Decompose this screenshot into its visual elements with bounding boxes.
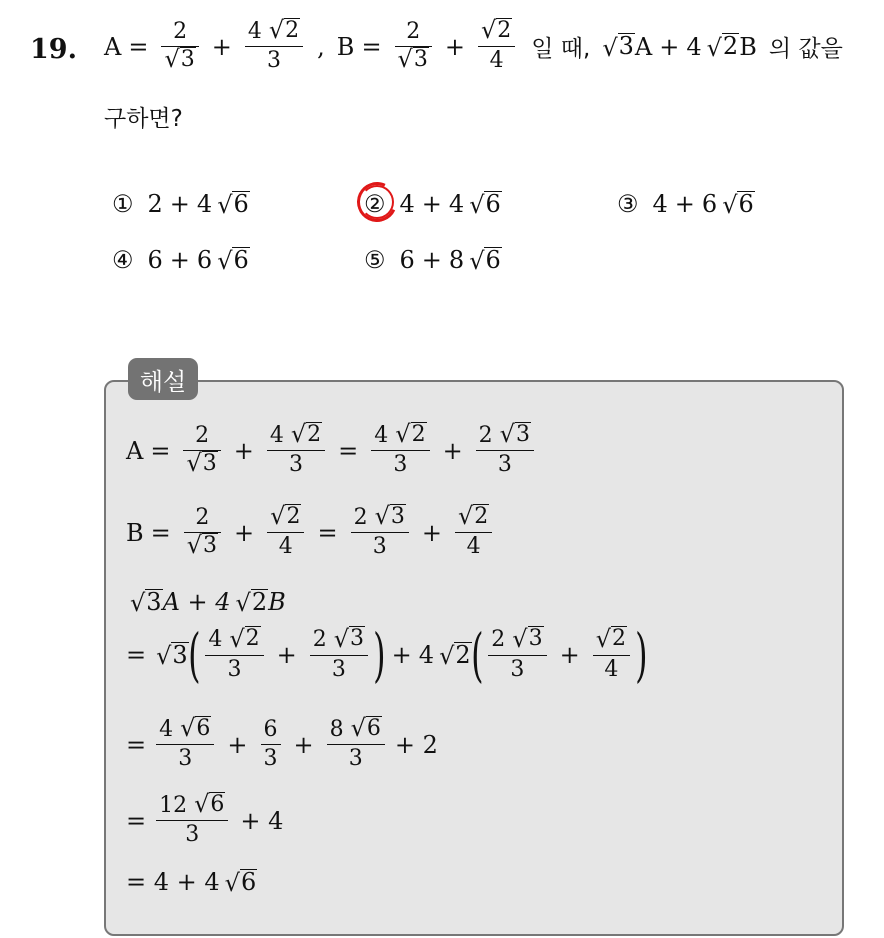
choice-coef: 6	[701, 190, 718, 218]
radicand: 2	[251, 587, 268, 616]
coefficient: 4	[269, 423, 284, 449]
plus-sign: +	[233, 436, 254, 465]
fraction: √ 2 4	[593, 626, 630, 683]
sqrt3: √ 3	[156, 640, 188, 671]
sqrt2: √ 2	[706, 32, 739, 62]
denominator: 3	[227, 656, 242, 682]
plus-sign: +	[559, 641, 580, 669]
fraction: 2 √ 3 3	[310, 626, 368, 683]
choice-coef: 8	[448, 246, 465, 274]
choice-term: 6	[147, 246, 163, 274]
radicand: 3	[203, 533, 218, 558]
coefficient: 2	[312, 627, 327, 653]
choice-term: 4	[399, 190, 415, 218]
radicand: 3	[180, 47, 195, 72]
radicand: 6	[233, 189, 249, 218]
coefficient: 4	[159, 717, 174, 743]
plus-sign: +	[421, 190, 442, 218]
denominator: 4	[278, 534, 293, 560]
coefficient: 2	[353, 505, 368, 531]
fraction: √ 2 4	[478, 18, 515, 75]
value-of-text: 의 값을	[768, 36, 843, 63]
solution-line-5	[126, 716, 438, 773]
coefficient: 4	[208, 627, 223, 653]
fraction: √ 2 4	[455, 504, 492, 561]
coefficient: 12	[159, 793, 188, 819]
radicand: 6	[485, 189, 501, 218]
radicand: 6	[196, 716, 211, 741]
coefficient: 4	[247, 19, 262, 45]
answer-mark-circle-inner	[360, 185, 394, 219]
var-a: A	[634, 32, 653, 61]
plus-sign: +	[674, 190, 695, 218]
coefficient: 4	[418, 641, 435, 669]
comma: ,	[317, 32, 325, 61]
denominator: 3	[185, 822, 200, 848]
radicand: 3	[172, 640, 188, 669]
radicand: 2	[722, 32, 739, 61]
radicand: 2	[286, 504, 301, 529]
fraction: 2 √ 3 3	[488, 626, 546, 683]
fraction: 4 √ 2 3	[245, 18, 303, 75]
choice-coef: 4	[196, 190, 213, 218]
numerator: 2	[406, 19, 421, 44]
plus-sign: +	[276, 641, 297, 669]
solution-line-2	[126, 504, 498, 561]
plus-sign: +	[442, 436, 463, 465]
plus-sign: +	[227, 730, 248, 759]
choice-number: ③	[617, 190, 639, 218]
solution-line-3	[130, 588, 286, 616]
radicand: 6	[233, 245, 249, 274]
sqrt6: √ 6	[217, 245, 249, 276]
sqrt6: √ 6	[722, 189, 754, 220]
coefficient: 4	[686, 32, 702, 61]
expression: + 4	[240, 806, 284, 835]
left-paren: (	[470, 621, 484, 689]
sqrt6: √ 6	[224, 867, 257, 898]
solution-label: 해설	[128, 358, 198, 400]
final-answer: = 4 + 4	[126, 868, 220, 896]
radicand: 2	[285, 18, 300, 43]
choice-term: 6	[399, 246, 415, 274]
var-b: B	[268, 588, 286, 616]
plus-sign: +	[421, 246, 442, 274]
radicand: 6	[366, 716, 381, 741]
radicand: 2	[455, 640, 471, 669]
solution-line-7	[126, 868, 257, 896]
var-b: B	[336, 32, 355, 61]
choice-number: ④	[112, 246, 134, 274]
radicand: 3	[413, 47, 428, 72]
fraction: 2 √ 3	[184, 504, 221, 561]
radicand: 3	[515, 422, 530, 447]
choice-number: ①	[112, 190, 134, 218]
question-number: 19.	[30, 34, 77, 65]
expression: A + 4	[162, 588, 231, 616]
equals-sign: =	[126, 641, 147, 669]
solution-line-4	[126, 621, 648, 689]
equals-sign: =	[128, 32, 149, 61]
fraction: 2 √ 3 3	[476, 422, 534, 479]
fraction: 2 √ 3	[395, 18, 432, 75]
denominator: 4	[604, 656, 619, 682]
fraction: 12 √ 6 3	[156, 792, 228, 849]
when-text: 일 때,	[531, 36, 591, 63]
radicand: 3	[350, 626, 365, 652]
radicand: 3	[528, 626, 543, 652]
coefficient: 2	[478, 423, 493, 449]
denominator: 3	[267, 48, 281, 74]
fraction: 4 √ 2 3	[267, 422, 325, 479]
fraction: 2 √ 3	[183, 422, 220, 479]
choice-number: ⑤	[364, 246, 386, 274]
choice-coef: 4	[448, 190, 465, 218]
right-paren: )	[635, 621, 648, 689]
fraction	[261, 716, 281, 773]
radicand: 2	[307, 422, 322, 447]
fraction: 4 √ 6 3	[156, 716, 214, 773]
expression: + 2	[394, 730, 438, 759]
coefficient: 2	[491, 627, 506, 653]
plus-sign: +	[421, 518, 442, 547]
left-paren: (	[187, 621, 201, 689]
sqrt3: √ 3	[602, 32, 634, 62]
choice-term: 4	[652, 190, 668, 218]
radicand: 2	[245, 626, 260, 652]
plus-sign: +	[659, 32, 680, 61]
radicand: 3	[390, 504, 405, 529]
choice-number: ②	[364, 190, 386, 218]
radicand: 2	[411, 422, 426, 447]
var-a: A	[126, 436, 144, 465]
numerator: 6	[263, 717, 278, 743]
radicand: 2	[497, 18, 512, 43]
equals-sign: =	[338, 436, 359, 465]
right-paren: )	[373, 621, 386, 689]
choice-term: 2	[147, 190, 163, 218]
plus-sign: +	[391, 641, 412, 669]
fraction: 2 √ 3 3	[351, 504, 409, 561]
denominator: 3	[372, 534, 387, 560]
choice-4[interactable]	[112, 246, 250, 274]
denominator: 4	[489, 48, 504, 74]
question-line-2: 구하면?	[104, 106, 183, 132]
sqrt6: √ 6	[217, 189, 249, 220]
fraction: 4 √ 2 3	[371, 422, 429, 479]
equals-sign: =	[126, 806, 147, 835]
radicand: 2	[611, 626, 626, 652]
var-b: B	[739, 32, 757, 61]
choice-5[interactable]	[364, 246, 502, 274]
plus-sign: +	[444, 32, 465, 61]
sqrt6: √ 6	[469, 189, 501, 220]
solution-line-6	[126, 792, 283, 849]
denominator: 3	[263, 746, 278, 772]
choice-coef: 6	[196, 246, 213, 274]
fraction: 8 √ 6 3	[327, 716, 385, 773]
equals-sign: =	[361, 32, 382, 61]
numerator: 2	[195, 505, 210, 530]
sqrt2: √ 2	[235, 587, 268, 618]
numerator: 2	[173, 19, 188, 44]
radicand: 6	[210, 792, 225, 817]
equals-sign: =	[150, 436, 171, 465]
fraction: √ 2 4	[267, 504, 304, 561]
coefficient: 8	[329, 717, 344, 743]
choice-1[interactable]	[112, 190, 250, 218]
radicand: 3	[146, 587, 162, 616]
equals-sign: =	[150, 518, 171, 547]
radicand: 3	[618, 32, 634, 61]
numerator: 2	[195, 423, 210, 448]
var-b: B	[126, 518, 144, 547]
radicand: 6	[485, 245, 501, 274]
denominator: 3	[348, 746, 363, 772]
denominator: 3	[510, 656, 525, 682]
equals-sign: =	[126, 730, 147, 759]
radicand: 6	[240, 867, 257, 896]
solution-line-1	[126, 422, 540, 479]
plus-sign: +	[169, 190, 190, 218]
sqrt6: √ 6	[469, 245, 501, 276]
denominator: 4	[466, 534, 481, 560]
choice-2[interactable]	[364, 190, 502, 218]
denominator: 3	[331, 656, 346, 682]
plus-sign: +	[211, 32, 232, 61]
denominator: 3	[393, 452, 408, 478]
radicand: 2	[474, 504, 489, 529]
radicand: 3	[202, 451, 217, 476]
sqrt2: √ 2	[439, 640, 471, 671]
coefficient: 4	[374, 423, 389, 449]
denominator: 3	[178, 746, 193, 772]
equals-sign: =	[317, 518, 338, 547]
plus-sign: +	[234, 518, 255, 547]
fraction: 4 √ 2 3	[205, 626, 263, 683]
choice-number-marked	[364, 190, 386, 218]
fraction: 2 √ 3	[161, 18, 198, 75]
sqrt3: √ 3	[130, 587, 162, 618]
denominator: 3	[289, 452, 303, 478]
choice-3[interactable]	[617, 190, 755, 218]
var-a: A	[104, 32, 122, 61]
plus-sign: +	[169, 246, 190, 274]
plus-sign: +	[293, 730, 314, 759]
radicand: 6	[738, 189, 754, 218]
denominator: 3	[497, 452, 512, 478]
question-line-1	[104, 18, 843, 75]
